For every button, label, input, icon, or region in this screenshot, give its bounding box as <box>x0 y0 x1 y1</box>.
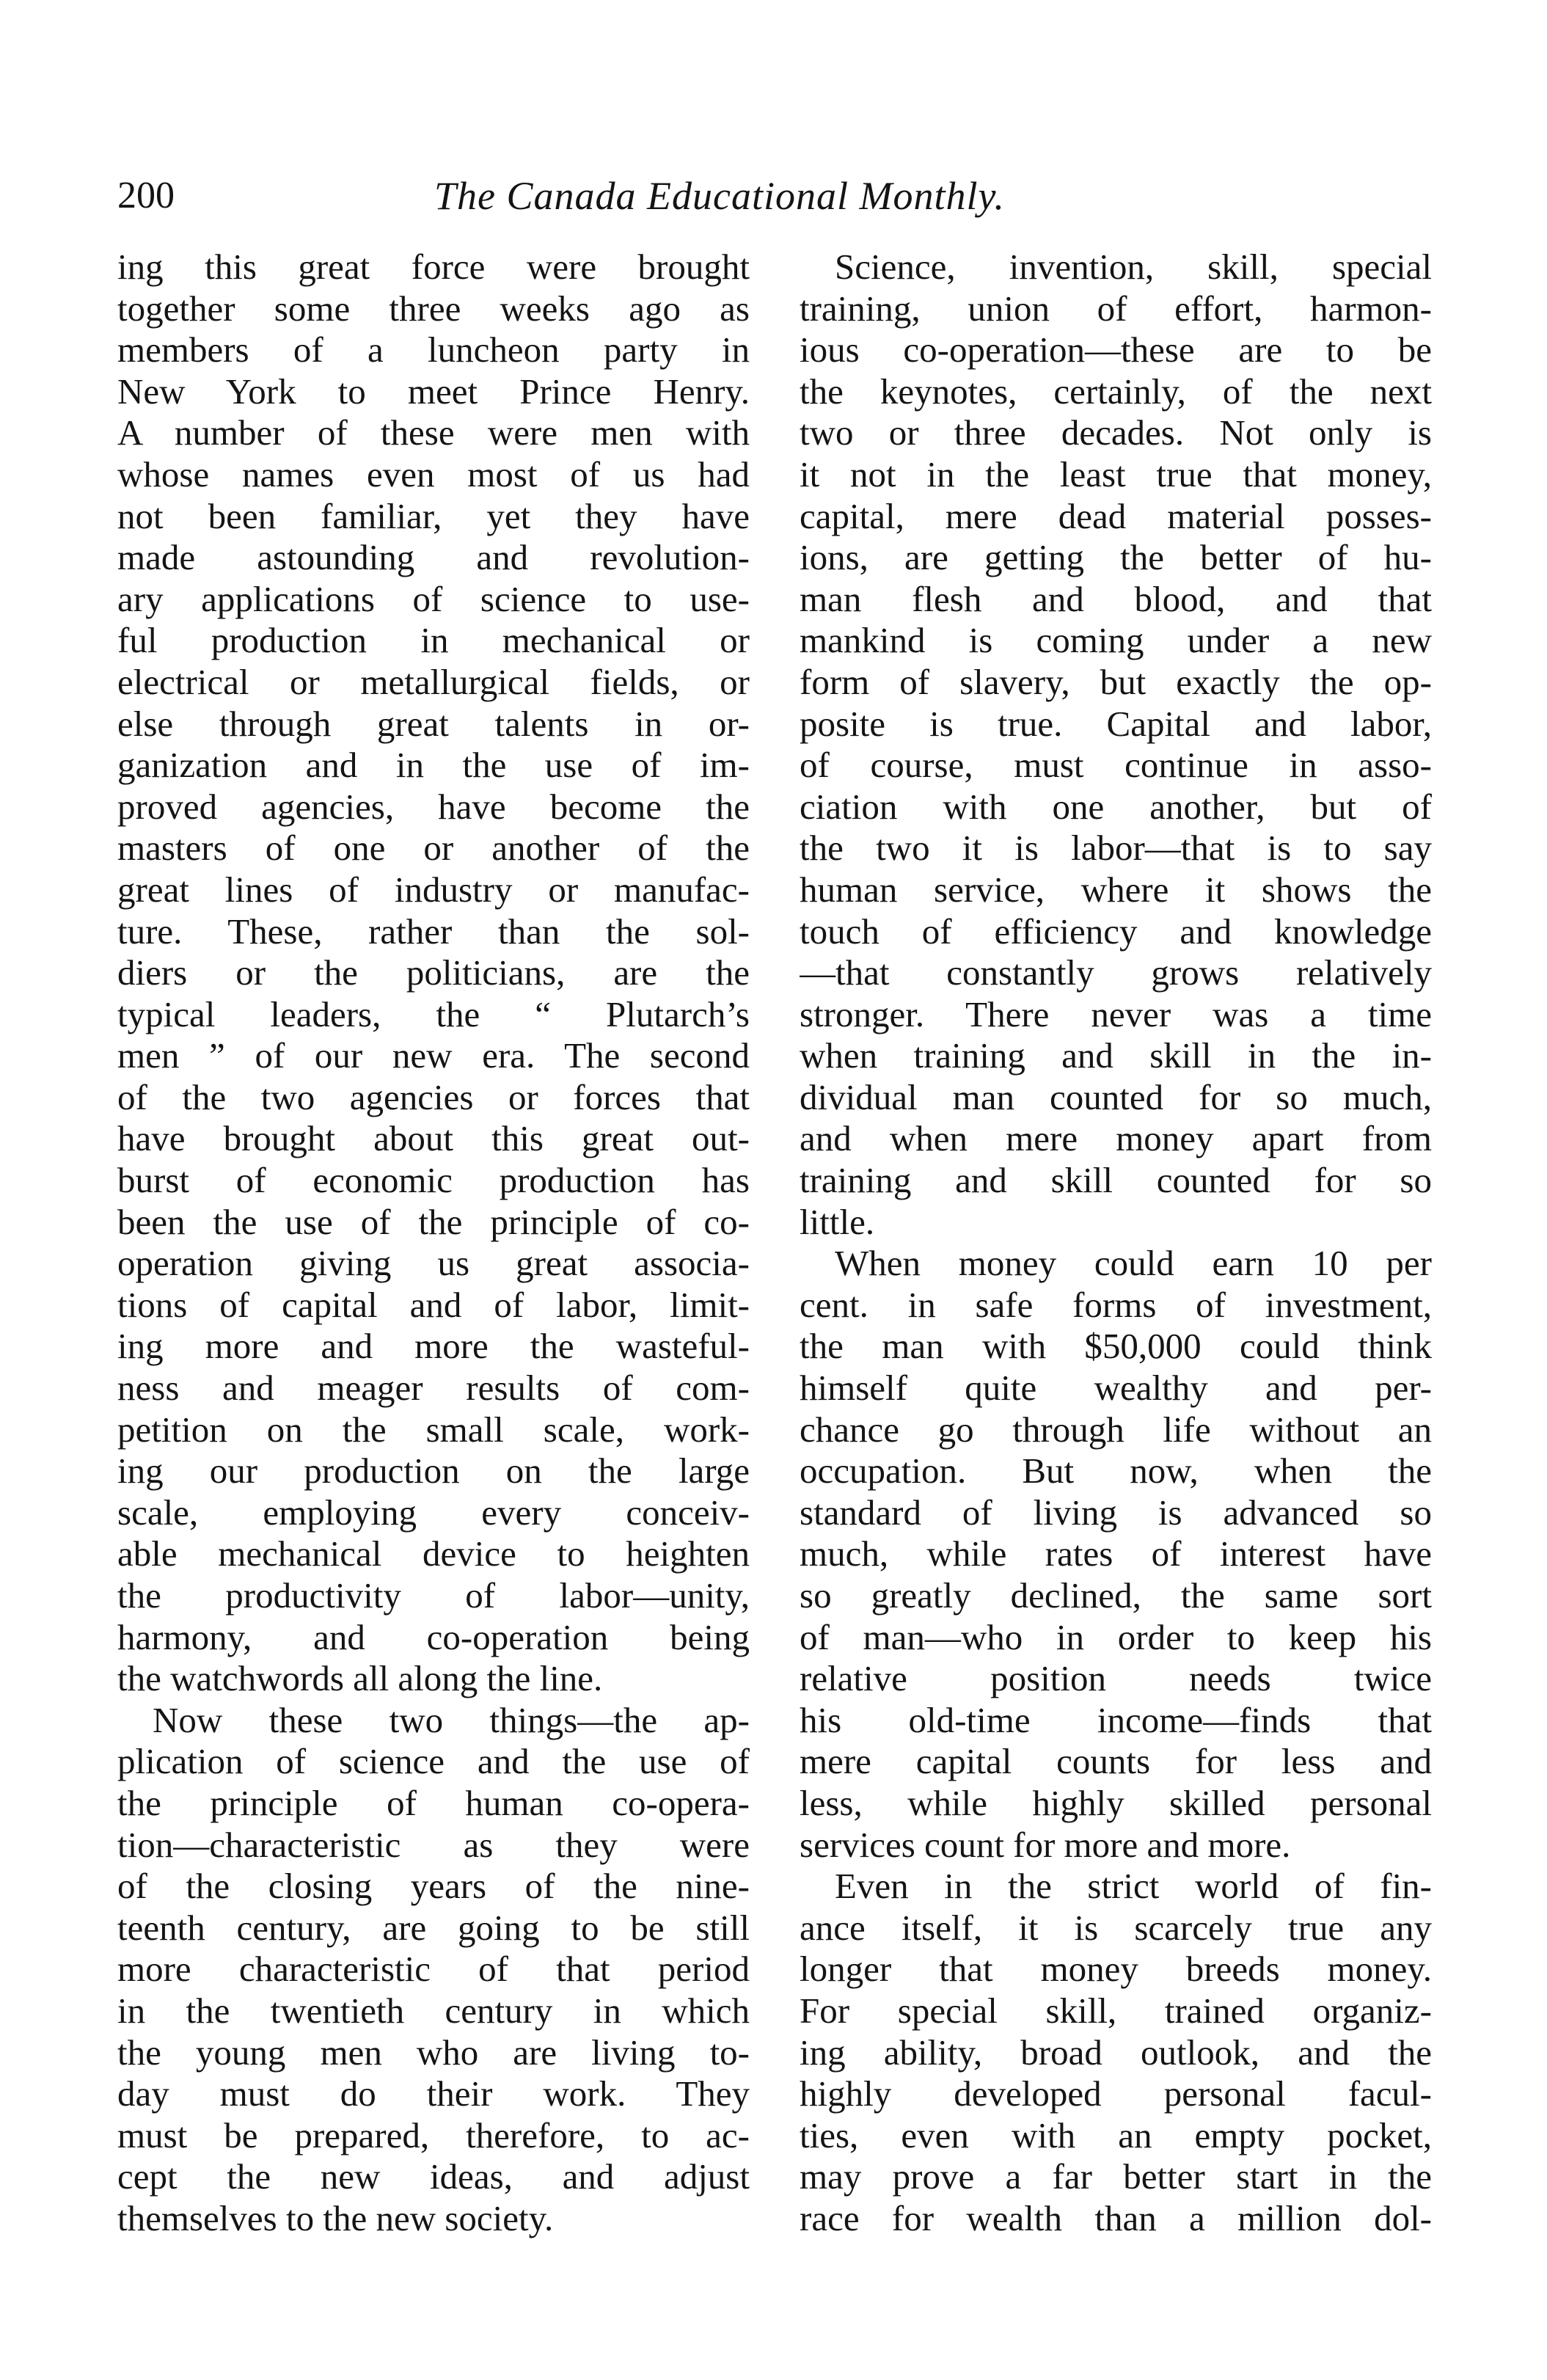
text-line: less, while highly skilled personal <box>800 1782 1432 1823</box>
text-line: form of slavery, but exactly the op- <box>800 661 1432 702</box>
text-line: two or three decades. Not only is <box>800 412 1432 453</box>
text-line: harmony, and co-operation being <box>117 1616 750 1657</box>
text-line: Even in the strict world of fin- <box>835 1866 1432 1907</box>
text-line: occupation. But now, when the <box>800 1450 1432 1492</box>
text-line: cept the new ideas, and adjust <box>117 2156 750 2197</box>
text-line: whose names even most of us had <box>117 453 750 494</box>
text-line: the keynotes, certainly, of the next <box>800 370 1432 412</box>
text-line: mankind is coming under a new <box>800 620 1432 661</box>
text-line: so greatly declined, the same sort <box>800 1575 1432 1616</box>
text-line: ing ability, broad outlook, and the <box>800 2032 1432 2073</box>
text-line: the two it is labor—that is to say <box>800 828 1432 869</box>
text-line: ing our production on the large <box>117 1450 750 1492</box>
text-line: diers or the politicians, are the <box>117 952 750 993</box>
text-line: mere capital counts for less and <box>800 1741 1432 1782</box>
text-line: themselves to the new society. <box>117 2197 554 2238</box>
text-line: not been familiar, yet they have <box>117 495 750 536</box>
text-line: tions of capital and of labor, limit- <box>117 1284 750 1325</box>
text-line: A number of these were men with <box>117 412 750 453</box>
text-line: ganization and in the use of im- <box>117 745 750 786</box>
text-line: training, union of effort, harmon- <box>800 288 1432 329</box>
text-line: standard of living is advanced so <box>800 1492 1432 1533</box>
text-line: race for wealth than a million dol- <box>800 2197 1432 2238</box>
text-line: Now these two things—the ap- <box>153 1699 750 1740</box>
text-line: ties, even with an empty pocket, <box>800 2114 1432 2155</box>
text-line: ing more and more the wasteful- <box>117 1326 750 1367</box>
text-line: of course, must continue in asso- <box>800 745 1432 786</box>
text-line: petition on the small scale, work- <box>117 1409 750 1450</box>
text-line: more characteristic of that period <box>117 1949 750 1990</box>
text-line: of the two agencies or forces that <box>117 1076 750 1117</box>
text-line: have brought about this great out- <box>117 1118 750 1159</box>
text-line: When money could earn 10 per <box>835 1243 1432 1284</box>
text-line: ary applications of science to use- <box>117 578 750 619</box>
text-line: able mechanical device to heighten <box>117 1533 750 1574</box>
text-line: human service, where it shows the <box>800 869 1432 910</box>
text-line: dividual man counted for so much, <box>800 1076 1432 1117</box>
text-line: teenth century, are going to be still <box>117 1907 750 1948</box>
text-line: the young men who are living to- <box>117 2032 750 2073</box>
text-line: much, while rates of interest have <box>800 1533 1432 1574</box>
text-line: together some three weeks ago as <box>117 288 750 329</box>
page-number: 200 <box>117 175 175 216</box>
text-line: the man with $50,000 could think <box>800 1326 1432 1367</box>
text-line: highly developed personal facul- <box>800 2073 1432 2114</box>
text-line: of man—who in order to keep his <box>800 1616 1432 1657</box>
text-line: ciation with one another, but of <box>800 786 1432 827</box>
page-header <box>117 170 1144 222</box>
text-line: ious co-operation—these are to be <box>800 329 1432 370</box>
text-line: else through great talents in or- <box>117 703 750 744</box>
text-line: posite is true. Capital and labor, <box>800 703 1432 744</box>
text-line: masters of one or another of the <box>117 828 750 869</box>
text-line: little. <box>800 1201 875 1242</box>
text-line: when training and skill in the in- <box>800 1035 1432 1076</box>
text-line: ions, are getting the better of hu- <box>800 537 1432 578</box>
text-line: may prove a far better start in the <box>800 2156 1432 2197</box>
running-title: The Canada Educational Monthly. <box>434 174 1005 218</box>
text-line: it not in the least true that money, <box>800 453 1432 494</box>
text-line: ful production in mechanical or <box>117 620 750 661</box>
text-line: in the twentieth century in which <box>117 1990 750 2031</box>
text-line: electrical or metallurgical fields, or <box>117 661 750 702</box>
text-column-left <box>117 247 750 2240</box>
text-line: touch of efficiency and knowledge <box>800 910 1432 952</box>
text-line: of the closing years of the nine- <box>117 1866 750 1907</box>
text-line: services count for more and more. <box>800 1824 1291 1865</box>
text-line: cent. in safe forms of investment, <box>800 1284 1432 1325</box>
text-line: For special skill, trained organiz- <box>800 1990 1432 2031</box>
text-line: ance itself, it is scarcely true any <box>800 1907 1432 1948</box>
text-line: man flesh and blood, and that <box>800 578 1432 619</box>
text-line: members of a luncheon party in <box>117 329 750 370</box>
text-line: Science, invention, skill, special <box>835 247 1432 287</box>
text-line: day must do their work. They <box>117 2073 750 2114</box>
text-line: training and skill counted for so <box>800 1160 1432 1201</box>
text-line: men ” of our new era. The second <box>117 1035 750 1076</box>
text-line: ture. These, rather than the sol- <box>117 910 750 952</box>
text-line: capital, mere dead material posses- <box>800 495 1432 536</box>
text-line: chance go through life without an <box>800 1409 1432 1450</box>
text-line: operation giving us great associa- <box>117 1243 750 1284</box>
text-line: stronger. There never was a time <box>800 993 1432 1034</box>
text-line: the watchwords all along the line. <box>117 1658 603 1699</box>
text-line: burst of economic production has <box>117 1160 750 1201</box>
text-line: proved agencies, have become the <box>117 786 750 827</box>
text-column-right <box>800 247 1432 2240</box>
text-line: tion—characteristic as they were <box>117 1824 750 1865</box>
text-line: his old-time income—finds that <box>800 1699 1432 1740</box>
text-line: longer that money breeds money. <box>800 1949 1432 1990</box>
text-line: himself quite wealthy and per- <box>800 1368 1432 1409</box>
text-line: ing this great force were brought <box>117 247 750 287</box>
text-line: relative position needs twice <box>800 1658 1432 1699</box>
text-line: scale, employing every conceiv- <box>117 1492 750 1533</box>
text-line: the principle of human co-opera- <box>117 1782 750 1823</box>
text-line: made astounding and revolution- <box>117 537 750 578</box>
text-line: ness and meager results of com- <box>117 1368 750 1409</box>
text-line: and when mere money apart from <box>800 1118 1432 1159</box>
text-line: must be prepared, therefore, to ac- <box>117 2114 750 2155</box>
text-line: plication of science and the use of <box>117 1741 750 1782</box>
text-line: typical leaders, the “ Plutarch’s <box>117 993 750 1034</box>
text-line: the productivity of labor—unity, <box>117 1575 750 1616</box>
text-line: New York to meet Prince Henry. <box>117 370 750 412</box>
text-line: been the use of the principle of co- <box>117 1201 750 1242</box>
text-line: —that constantly grows relatively <box>800 952 1432 993</box>
text-line: great lines of industry or manufac- <box>117 869 750 910</box>
